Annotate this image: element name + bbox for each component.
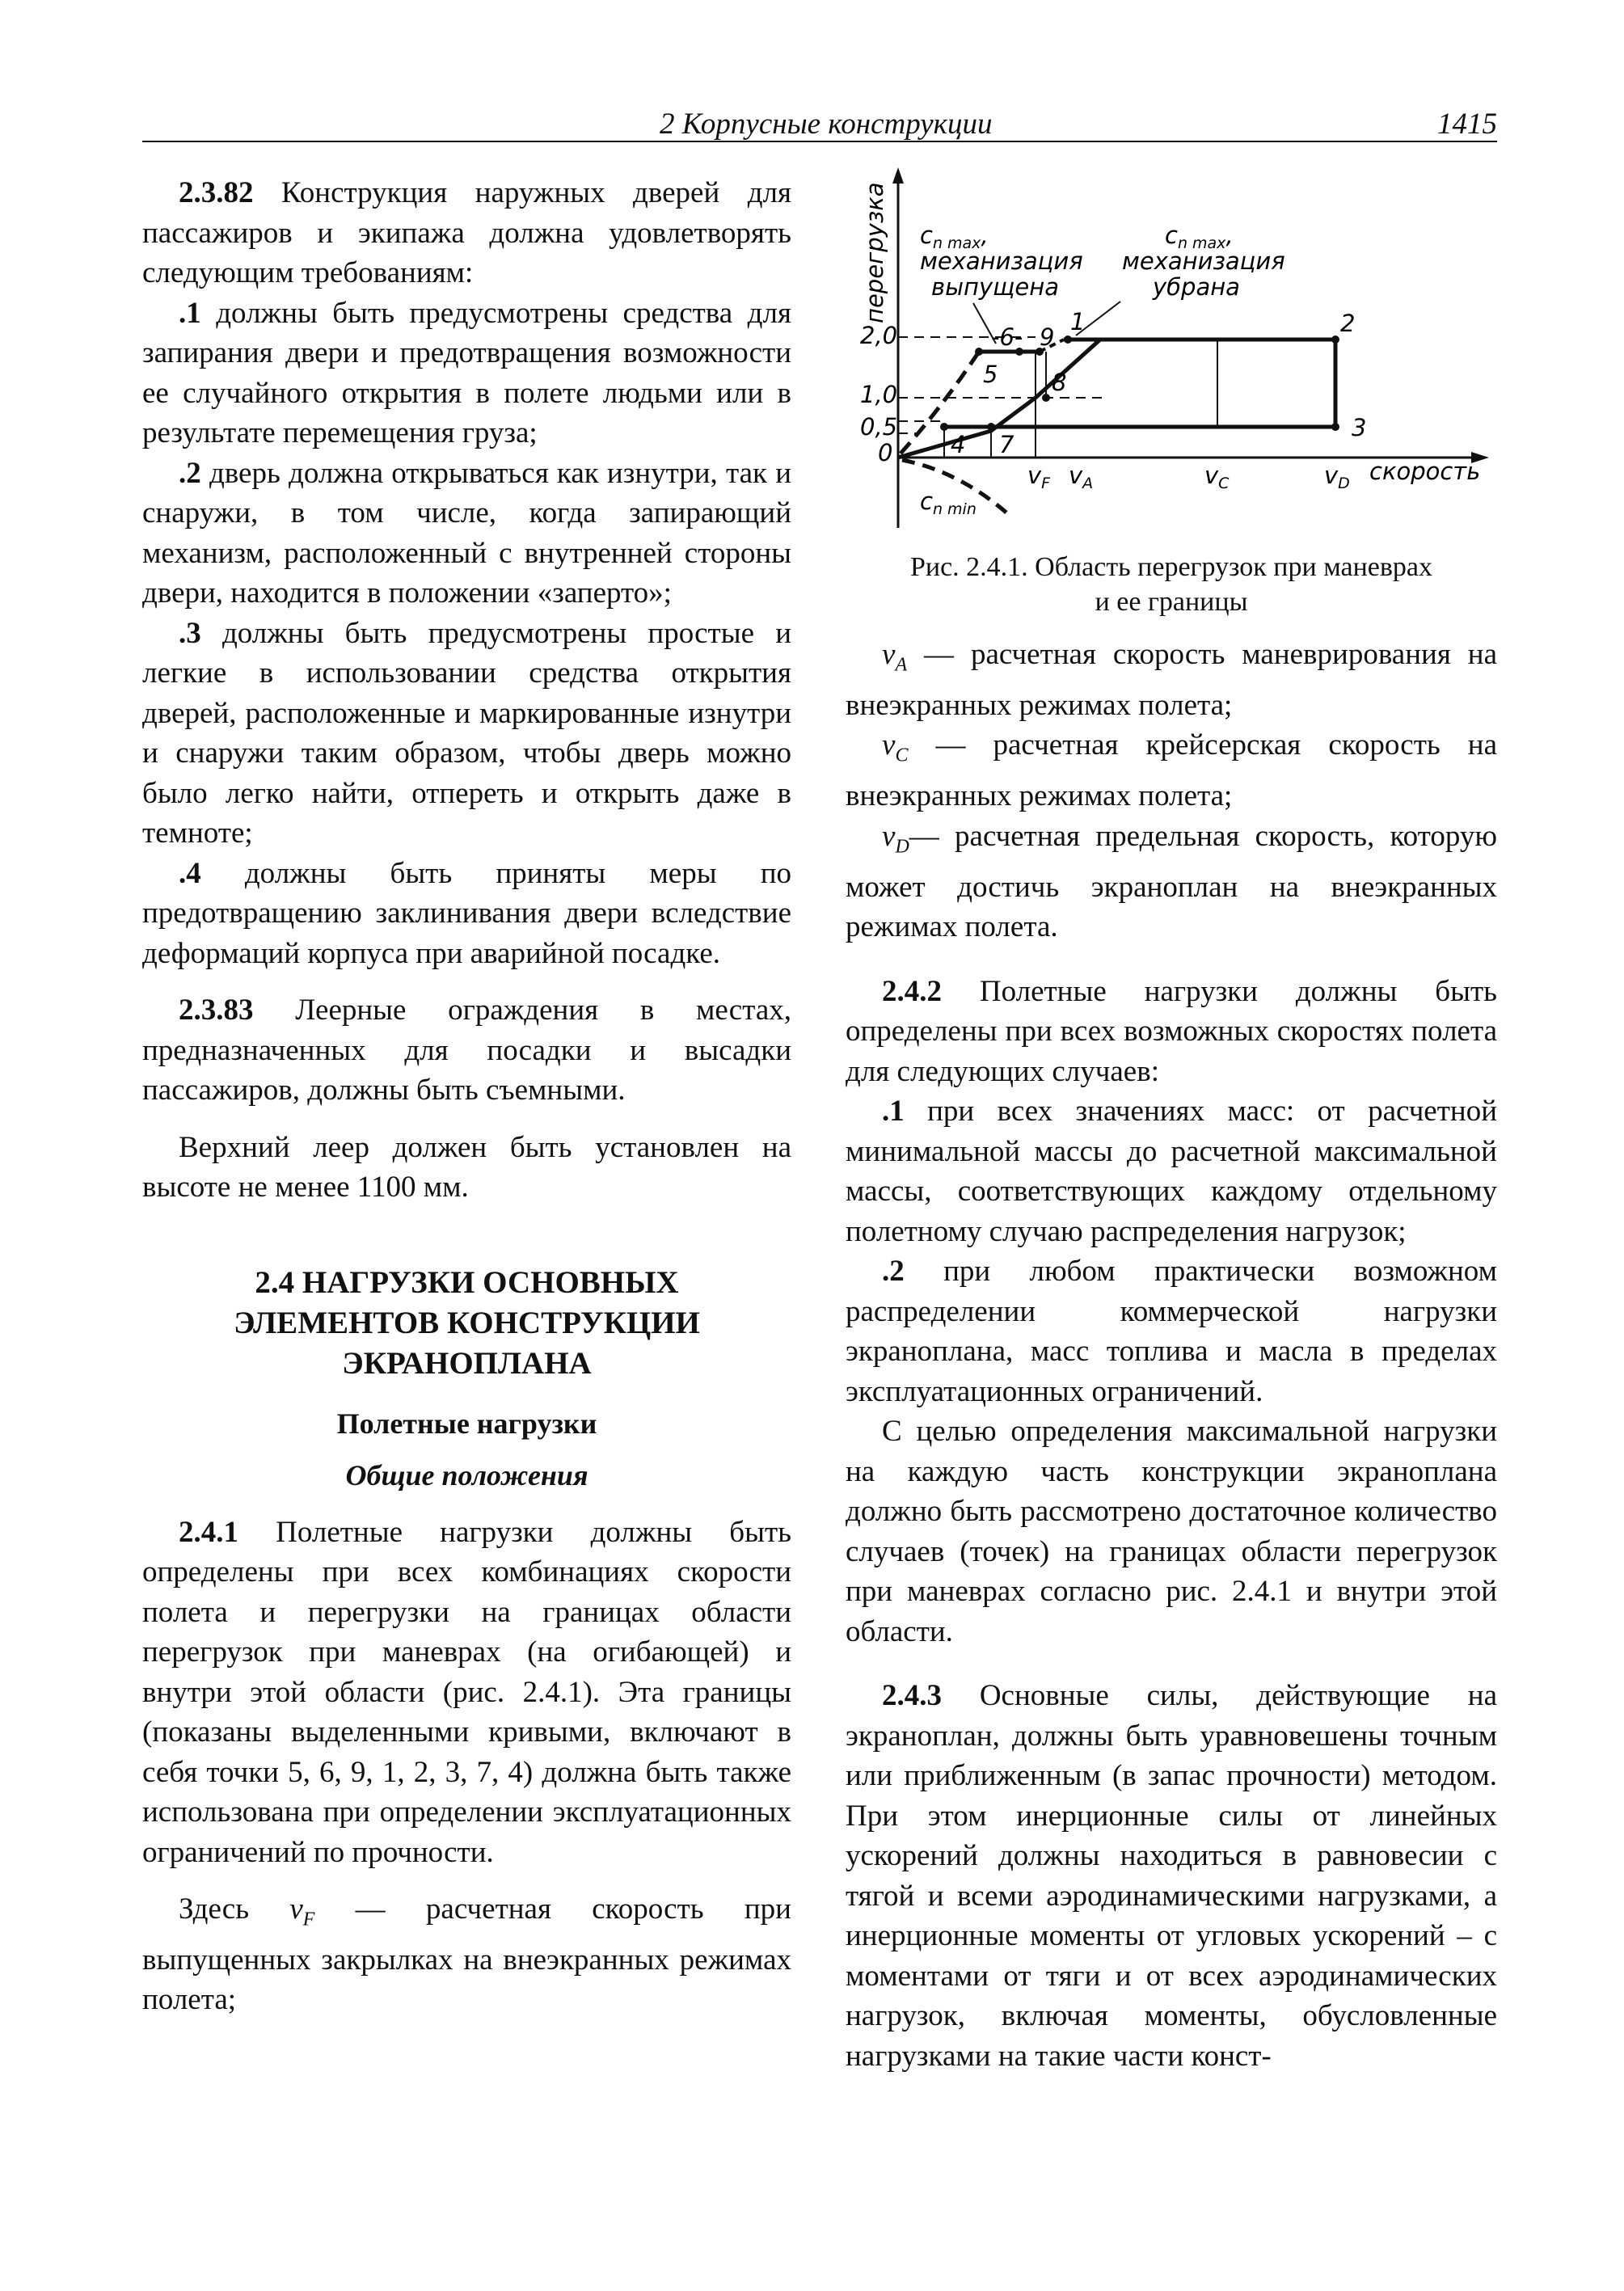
x-axis-title: скорость [1369, 458, 1481, 485]
item-number: .3 [179, 616, 201, 650]
paragraph-vf [142, 1889, 791, 2020]
item-text: дверь должна открываться как изнутри, так и снаружи, в том числе, когда запирающий механизм, расположенный с внутренней стороны двери, находится в положении «заперто»; [142, 456, 791, 610]
point-label-6: -6- [991, 323, 1023, 351]
definition-va [846, 635, 1497, 725]
item-text: должны быть приняты меры по предотвращению заклинивания двери вследствие деформаций корпуса при аварийной посадке. [142, 856, 791, 970]
x-tick-va: $v_A$ [1069, 462, 1094, 492]
symbol-subscript: D [895, 836, 909, 858]
section-heading-line: ЭЛЕМЕНТОВ КОНСТРУКЦИИ [234, 1305, 700, 1340]
right-curve-symbol: $c_{n max}$, [1165, 222, 1234, 252]
load-envelope-diagram [846, 164, 1497, 544]
item-text: при любом практически возможном распределении коммерческой нагрузки экраноплана, масс топлива и масла в пределах эксплуатационных ограничений. [846, 1255, 1497, 1408]
item-text: должны быть предусмотрены средства для запирания двери и предотвращения возможности ее случайного открытия в полете людьми или в результате перемещения груза; [142, 296, 791, 449]
paragraph-2-4-3 [846, 1676, 1497, 2076]
definition-vd [846, 816, 1497, 947]
clause-number: 2.4.2 [882, 974, 942, 1008]
figure-caption [846, 550, 1497, 619]
list-item-1 [142, 293, 791, 454]
paragraph-text: — расчетная скорость при выпущенных закрылках на внеэкранных режимах полета; [142, 1892, 791, 2017]
min-curve-symbol: $c_{n min}$ [920, 487, 977, 518]
y-tick-label: 0 [878, 439, 893, 466]
item-number: .4 [179, 856, 201, 890]
section-heading-line: ЭКРАНОПЛАНА [342, 1345, 592, 1381]
x-tick-vf: $v_F$ [1027, 462, 1051, 492]
point-label-1: 1 [1070, 308, 1086, 335]
right-curve-label-2: убрана [1153, 273, 1240, 301]
clause-number: 2.3.83 [179, 994, 254, 1027]
item-number: .1 [179, 296, 201, 330]
clause-number: 2.4.3 [882, 1679, 942, 1713]
definition-text: — расчетная крейсерская скорость на внеэкранных режимах полета; [846, 728, 1497, 813]
symbol-v [882, 819, 909, 858]
y-tick-label: 1,0 [860, 381, 898, 408]
point-marker-7 [987, 423, 995, 431]
point-label-8: 8 [1052, 369, 1067, 396]
item-text: должны быть предусмотрены простые и легкие в использовании средства открытия дверей, расположенные и маркированные изнутри и снаружи таким образом, чтобы дверь можно было легко найти, отпереть и открыть даже в темноте; [142, 616, 791, 850]
item-number: .2 [179, 456, 201, 490]
point-label-7: 7 [999, 431, 1014, 458]
symbol-v [882, 728, 909, 766]
section-heading [142, 1263, 791, 1384]
list-item-2 [846, 1251, 1497, 1411]
symbol-subscript: A [895, 654, 908, 676]
paragraph-2-3-82 [142, 173, 791, 293]
paragraph-text: Полетные нагрузки должны быть определены при всех комбинациях скорости полета и перегрузки на границах области перегрузок при маневрах (на огибающей) и внутри этой области (рис. 2.4.1). Эта границы (показаны выделенными кривыми, включают в себя точки 5, 6, 9, 1, 2, 3, 7, 4) должна быть также использована при определении эксплуатационных ограничений по прочности. [142, 1515, 791, 1869]
point-marker-5 [975, 348, 983, 356]
paragraph-text: Полетные нагрузки должны быть определены при всех возможных скоростях полета для следующих случаев: [846, 974, 1497, 1088]
point-label-4: 4 [951, 431, 966, 458]
point-label-5: 5 [983, 361, 998, 388]
subsubsection-heading: Общие положения [345, 1458, 588, 1491]
symbol-letter: v [882, 819, 896, 853]
right-curve-label-1: механизация [1122, 247, 1285, 275]
point-label-9: 9 [1040, 323, 1055, 351]
page-number: 1415 [1437, 108, 1497, 141]
point-label-2: 2 [1340, 310, 1356, 337]
section-heading-line: 2.4 НАГРУЗКИ ОСНОВНЫХ [255, 1264, 679, 1300]
left-curve-symbol: $c_{n max}$, [920, 222, 989, 252]
paragraph-lead: Здесь [179, 1892, 290, 1926]
y-axis-arrow [892, 167, 904, 184]
paragraph-goal: С целью определения максимальной нагрузки на каждую часть конструкции экраноплана должно быть рассмотрено достаточное количество случаев (точек) на границах области перегрузок при маневрах согласно рис. 2.4.1 и внутри этой области. [846, 1415, 1497, 1648]
y-tick-label: 0,5 [860, 413, 898, 441]
definition-text: — расчетная скорость маневрирования на внеэкранных режимах полета; [846, 638, 1497, 722]
paragraph-text: Конструкция наружных дверей для пассажиров и экипажа должна удовлетворять следующим требованиям: [142, 176, 791, 289]
point-marker-4 [940, 423, 948, 431]
item-number: .2 [882, 1255, 905, 1289]
left-curve-label-1: механизация [920, 247, 1083, 275]
definition-vc [846, 725, 1497, 816]
symbol-letter: v [882, 638, 896, 671]
symbol-subscript: F [302, 1909, 315, 1930]
point-marker-2 [1331, 335, 1339, 344]
definition-text: — расчетная предельная скорость, которую может достичь экраноплан на внеэкранных режимах полета. [846, 819, 1497, 944]
paragraph-text: Основные силы, действующие на экраноплан, должны быть уравновешены точным или приближенным (в запас прочности) методом. При этом инерционные силы от линейных ускорений должны находиться в равновесии с тягой и всеми аэродинамическими нагрузками, а инерционные моменты от угловых ускорений – с моментами от тяги и от всех аэродинамических нагрузок, включая моменты, обусловленные нагрузками на такие части конст- [846, 1679, 1497, 2073]
point-marker-8 [1042, 394, 1050, 402]
paragraph-text: Леерные ограждения в местах, предназначенных для посадки и высадки пассажиров, должны быть съемными. [142, 994, 791, 1107]
caption-line: и ее границы [1095, 587, 1248, 617]
list-item-4 [142, 854, 791, 974]
figure-load-envelope [846, 164, 1497, 544]
symbol-letter: v [882, 728, 896, 762]
running-header-title: 2 Корпусные конструкции [660, 108, 993, 141]
symbol-v [289, 1892, 315, 1930]
symbol-letter: v [289, 1892, 303, 1926]
x-tick-vd: $v_D$ [1324, 462, 1350, 492]
symbol-subscript: C [895, 745, 909, 766]
clause-number: 2.3.82 [179, 176, 254, 209]
y-tick-label: 2,0 [860, 322, 898, 349]
item-text: при всех значениях масс: от расчетной минимальной массы до расчетной максимальной массы, соответствующих каждому отдельному полетному случаю распределения нагрузок; [846, 1095, 1497, 1248]
y-axis-title: перегрузка [861, 182, 888, 323]
list-item-1 [846, 1091, 1497, 1251]
left-column [142, 173, 791, 2020]
caption-line: Рис. 2.4.1. Область перегрузок при маневрах [909, 552, 1433, 582]
list-item-2 [142, 454, 791, 614]
left-curve-label-2: выпущена [931, 273, 1059, 301]
subsection-heading: Полетные нагрузки [336, 1407, 597, 1440]
clause-number: 2.4.1 [179, 1515, 238, 1549]
paragraph-2-4-2 [846, 972, 1497, 1092]
paragraph-2-4-1 [142, 1513, 791, 1873]
paragraph-rail-height: Верхний леер должен быть установлен на высоте не менее 1100 мм. [142, 1130, 791, 1204]
x-tick-vc: $v_C$ [1204, 462, 1230, 492]
right-column [846, 635, 1497, 2076]
point-marker-1 [1064, 335, 1072, 344]
point-label-3: 3 [1352, 414, 1367, 441]
item-number: .1 [882, 1095, 905, 1129]
point-marker-3 [1331, 423, 1339, 431]
symbol-v [882, 638, 908, 676]
list-item-3 [142, 614, 791, 854]
paragraph-2-3-83 [142, 990, 791, 1111]
running-header [142, 103, 1497, 142]
